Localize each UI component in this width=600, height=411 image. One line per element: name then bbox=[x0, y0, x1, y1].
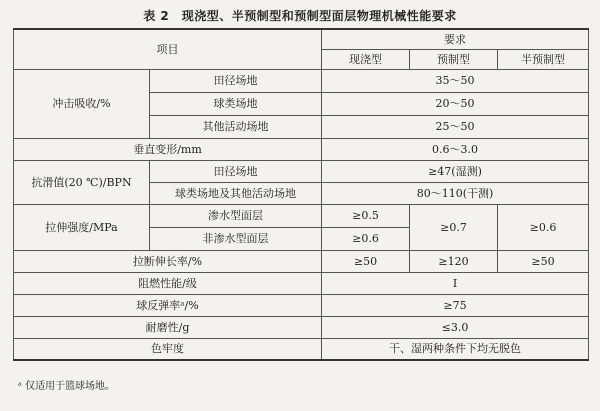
rebound-label: 球反弹率ᵃ/% bbox=[14, 294, 322, 316]
slip-sub: 球类场地及其他活动场地 bbox=[150, 182, 322, 204]
header-cast: 现浇型 bbox=[322, 49, 410, 69]
tensile-sub: 非渗水型面层 bbox=[150, 227, 322, 250]
impact-value: 20～50 bbox=[322, 92, 589, 115]
slip-sub: 田径场地 bbox=[150, 160, 322, 182]
tensile-label: 拉伸强度/MPa bbox=[14, 204, 150, 250]
slip-label: 抗滑值(20 ℃)/BPN bbox=[14, 160, 150, 204]
vertical-value: 0.6～3.0 bbox=[322, 138, 589, 160]
impact-value: 35～50 bbox=[322, 69, 589, 92]
elongation-semi: ≥50 bbox=[498, 250, 589, 272]
flame-value: Ⅰ bbox=[322, 272, 589, 294]
header-item: 项目 bbox=[14, 29, 322, 69]
color-value: 干、湿两种条件下均无脱色 bbox=[322, 338, 589, 360]
flame-label: 阻燃性能/级 bbox=[14, 272, 322, 294]
vertical-label: 垂直变形/mm bbox=[14, 138, 322, 160]
tensile-prefab: ≥0.7 bbox=[410, 204, 498, 250]
impact-value: 25～50 bbox=[322, 115, 589, 138]
next-line-fragment bbox=[0, 403, 600, 411]
elongation-label: 拉断伸长率/% bbox=[14, 250, 322, 272]
elongation-cast: ≥50 bbox=[322, 250, 410, 272]
tensile-cast: ≥0.6 bbox=[322, 227, 410, 250]
impact-sub: 田径场地 bbox=[150, 69, 322, 92]
table-footnote: ᵃ 仅适用于篮球场地。 bbox=[18, 381, 116, 392]
color-label: 色牢度 bbox=[14, 338, 322, 360]
elongation-prefab: ≥120 bbox=[410, 250, 498, 272]
header-semi: 半预制型 bbox=[498, 49, 589, 69]
abrasion-value: ≤3.0 bbox=[322, 316, 589, 338]
slip-value: ≥47(湿测) bbox=[322, 160, 589, 182]
slip-value: 80～110(干测) bbox=[322, 182, 589, 204]
tensile-semi: ≥0.6 bbox=[498, 204, 589, 250]
table-caption: 表 2 现浇型、半预制型和预制型面层物理机械性能要求 bbox=[143, 9, 457, 23]
rebound-value: ≥75 bbox=[322, 294, 589, 316]
header-requirement: 要求 bbox=[322, 29, 589, 49]
header-prefab: 预制型 bbox=[410, 49, 498, 69]
tensile-sub: 渗水型面层 bbox=[150, 204, 322, 227]
impact-label: 冲击吸收/% bbox=[14, 69, 150, 138]
impact-sub: 其他活动场地 bbox=[150, 115, 322, 138]
tensile-cast: ≥0.5 bbox=[322, 204, 410, 227]
abrasion-label: 耐磨性/g bbox=[14, 316, 322, 338]
properties-table bbox=[13, 28, 589, 361]
impact-sub: 球类场地 bbox=[150, 92, 322, 115]
